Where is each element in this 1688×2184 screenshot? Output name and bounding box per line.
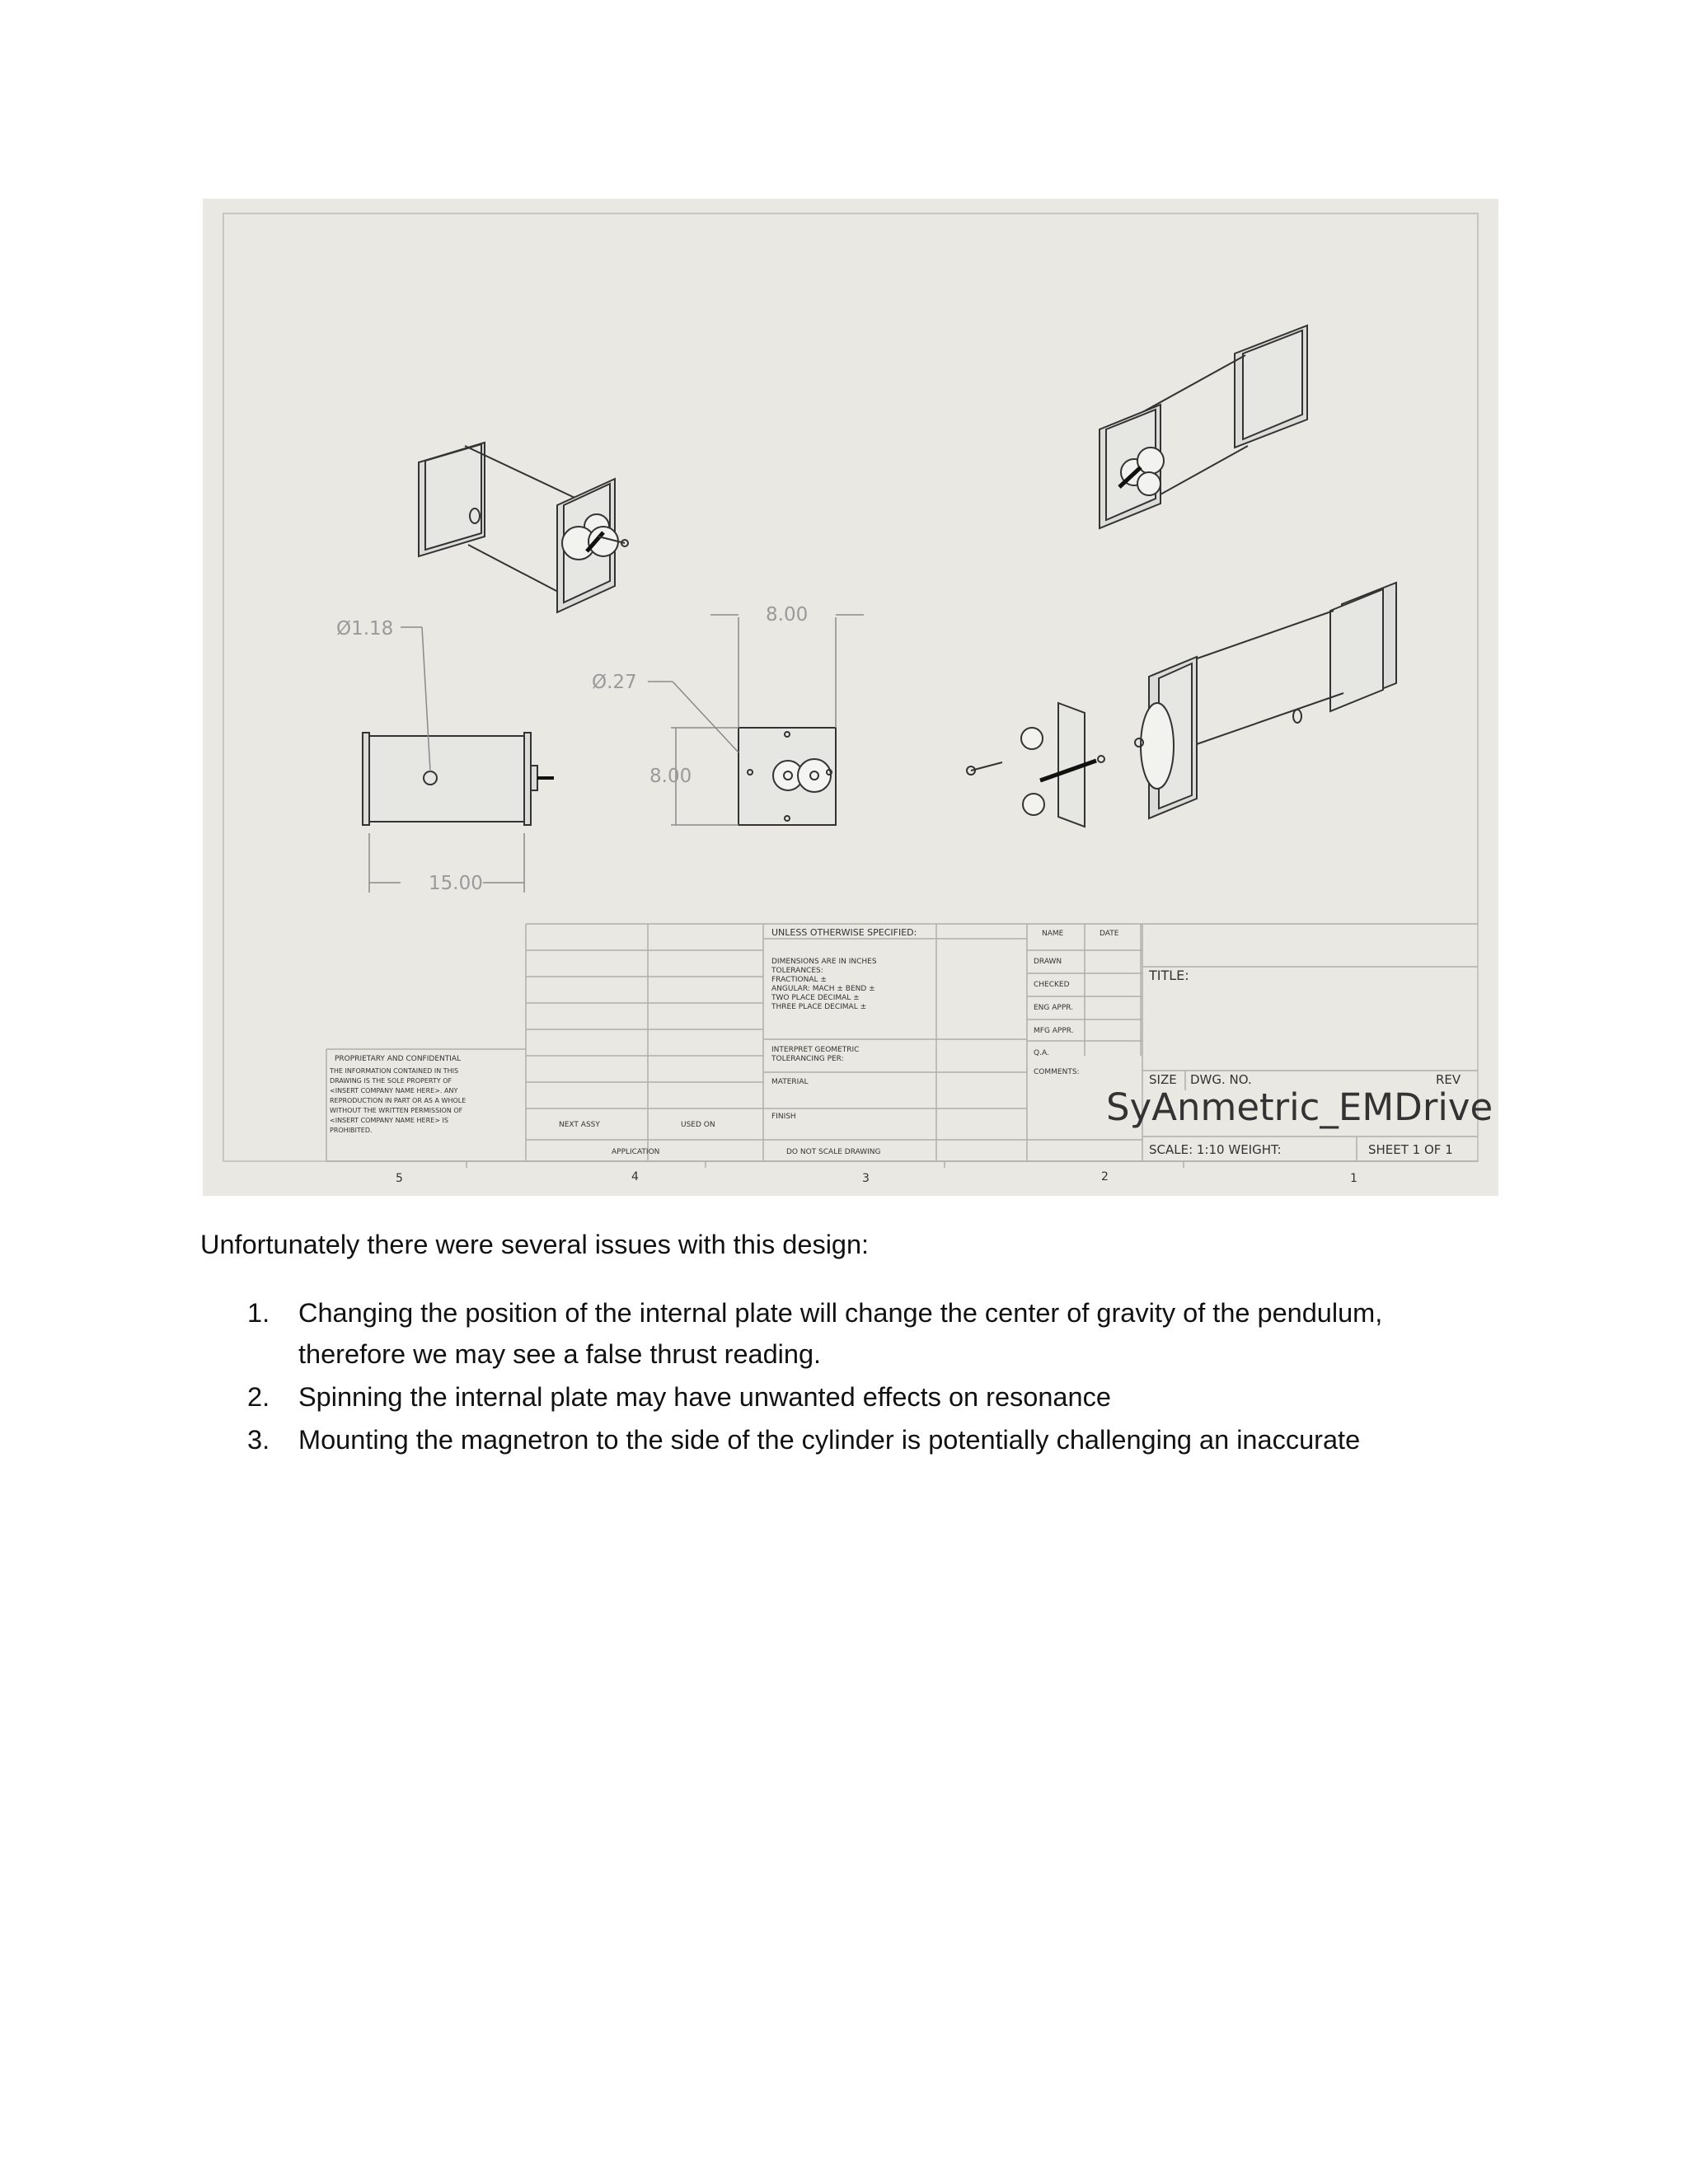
tb-title-label: TITLE:: [1149, 968, 1189, 983]
tb-size: SIZE: [1149, 1072, 1177, 1087]
drawing-canvas: [203, 199, 1498, 1196]
tb-eng-appr: ENG APPR.: [1034, 1004, 1074, 1012]
tb-dwg-no: DWG. NO.: [1190, 1072, 1252, 1087]
tb-dims-1: TOLERANCES:: [771, 967, 823, 975]
list-item: Mounting the magnetron to the side of the cylinder is potentially challenging an inaccurate: [298, 1425, 1361, 1455]
tb-dims-0: DIMENSIONS ARE IN INCHES: [771, 958, 877, 966]
dim-height-side: 8.00: [649, 766, 692, 787]
zone-4: 4: [631, 1170, 639, 1183]
zone-2: 2: [1101, 1170, 1109, 1183]
tb-mfg-appr: MFG APPR.: [1034, 1027, 1074, 1035]
tb-comments: COMMENTS:: [1034, 1068, 1080, 1076]
title-block-grid: [326, 924, 1478, 1168]
tb-qa: Q.A.: [1034, 1049, 1049, 1057]
tb-do-not-scale: DO NOT SCALE DRAWING: [786, 1148, 881, 1156]
iso-view-top-left: [419, 443, 628, 612]
tb-drawn: DRAWN: [1034, 958, 1062, 966]
tb-material: MATERIAL: [771, 1078, 809, 1086]
tb-application: APPLICATION: [612, 1148, 660, 1156]
tb-scale-weight: SCALE: 1:10 WEIGHT:: [1149, 1142, 1282, 1157]
tb-finish: FINISH: [771, 1113, 796, 1121]
dim-width-top: 8.00: [766, 604, 809, 626]
tb-dims-3: ANGULAR: MACH ± BEND ±: [771, 985, 875, 993]
list-item: Changing the position of the internal plate will change the center of gravity of the pendulum, therefore we may see a false thrust reading.: [298, 1298, 1383, 1369]
tb-prop-6: PROHIBITED.: [330, 1127, 373, 1134]
zone-3: 3: [862, 1172, 870, 1185]
tb-prop-4: WITHOUT THE WRITTEN PERMISSION OF: [330, 1107, 463, 1114]
dim-diameter-1: Ø1.18: [336, 618, 394, 640]
tb-proprietary-title: PROPRIETARY AND CONFIDENTIAL: [335, 1055, 462, 1063]
tb-name-col: NAME: [1042, 930, 1064, 938]
tb-dims-5: THREE PLACE DECIMAL ±: [771, 1003, 867, 1011]
tb-next-assy: NEXT ASSY: [559, 1121, 600, 1129]
tb-sheet: SHEET 1 OF 1: [1368, 1142, 1453, 1157]
tb-date-col: DATE: [1100, 930, 1119, 938]
tb-drawing-name: SyAnmetric_EMDrive: [1106, 1085, 1493, 1129]
list-number: 3.: [247, 1425, 270, 1455]
zone-5: 5: [396, 1172, 403, 1185]
zone-1: 1: [1350, 1172, 1357, 1185]
tb-used-on: USED ON: [681, 1121, 715, 1129]
list-number: 1.: [247, 1298, 270, 1328]
tb-dims-2: FRACTIONAL ±: [771, 976, 827, 984]
tb-interpret-1: TOLERANCING PER:: [771, 1055, 844, 1063]
tb-prop-5: <INSERT COMPANY NAME HERE> IS: [330, 1117, 448, 1124]
tb-checked: CHECKED: [1034, 981, 1070, 989]
list-item: Spinning the internal plate may have unwanted effects on resonance: [298, 1382, 1111, 1412]
tb-prop-3: REPRODUCTION IN PART OR AS A WHOLE: [330, 1097, 467, 1104]
tb-prop-2: <INSERT COMPANY NAME HERE>. ANY: [330, 1087, 458, 1094]
tb-interpret-0: INTERPRET GEOMETRIC: [771, 1046, 860, 1054]
tb-prop-1: DRAWING IS THE SOLE PROPERTY OF: [330, 1077, 452, 1085]
iso-view-top-right: [1100, 326, 1307, 528]
exploded-view: [967, 583, 1396, 827]
engineering-drawing: [203, 199, 1498, 1196]
tb-prop-0: THE INFORMATION CONTAINED IN THIS: [330, 1067, 459, 1075]
dim-length: 15.00: [429, 873, 483, 894]
tb-unless: UNLESS OTHERWISE SPECIFIED:: [771, 927, 917, 938]
front-view: [738, 728, 836, 825]
tb-dims-4: TWO PLACE DECIMAL ±: [771, 994, 860, 1002]
intro-paragraph: Unfortunately there were several issues with this design:: [200, 1230, 870, 1259]
dim-diameter-2: Ø.27: [592, 672, 637, 693]
side-view: [363, 733, 554, 825]
list-number: 2.: [247, 1382, 270, 1412]
tb-rev: REV: [1436, 1072, 1461, 1087]
